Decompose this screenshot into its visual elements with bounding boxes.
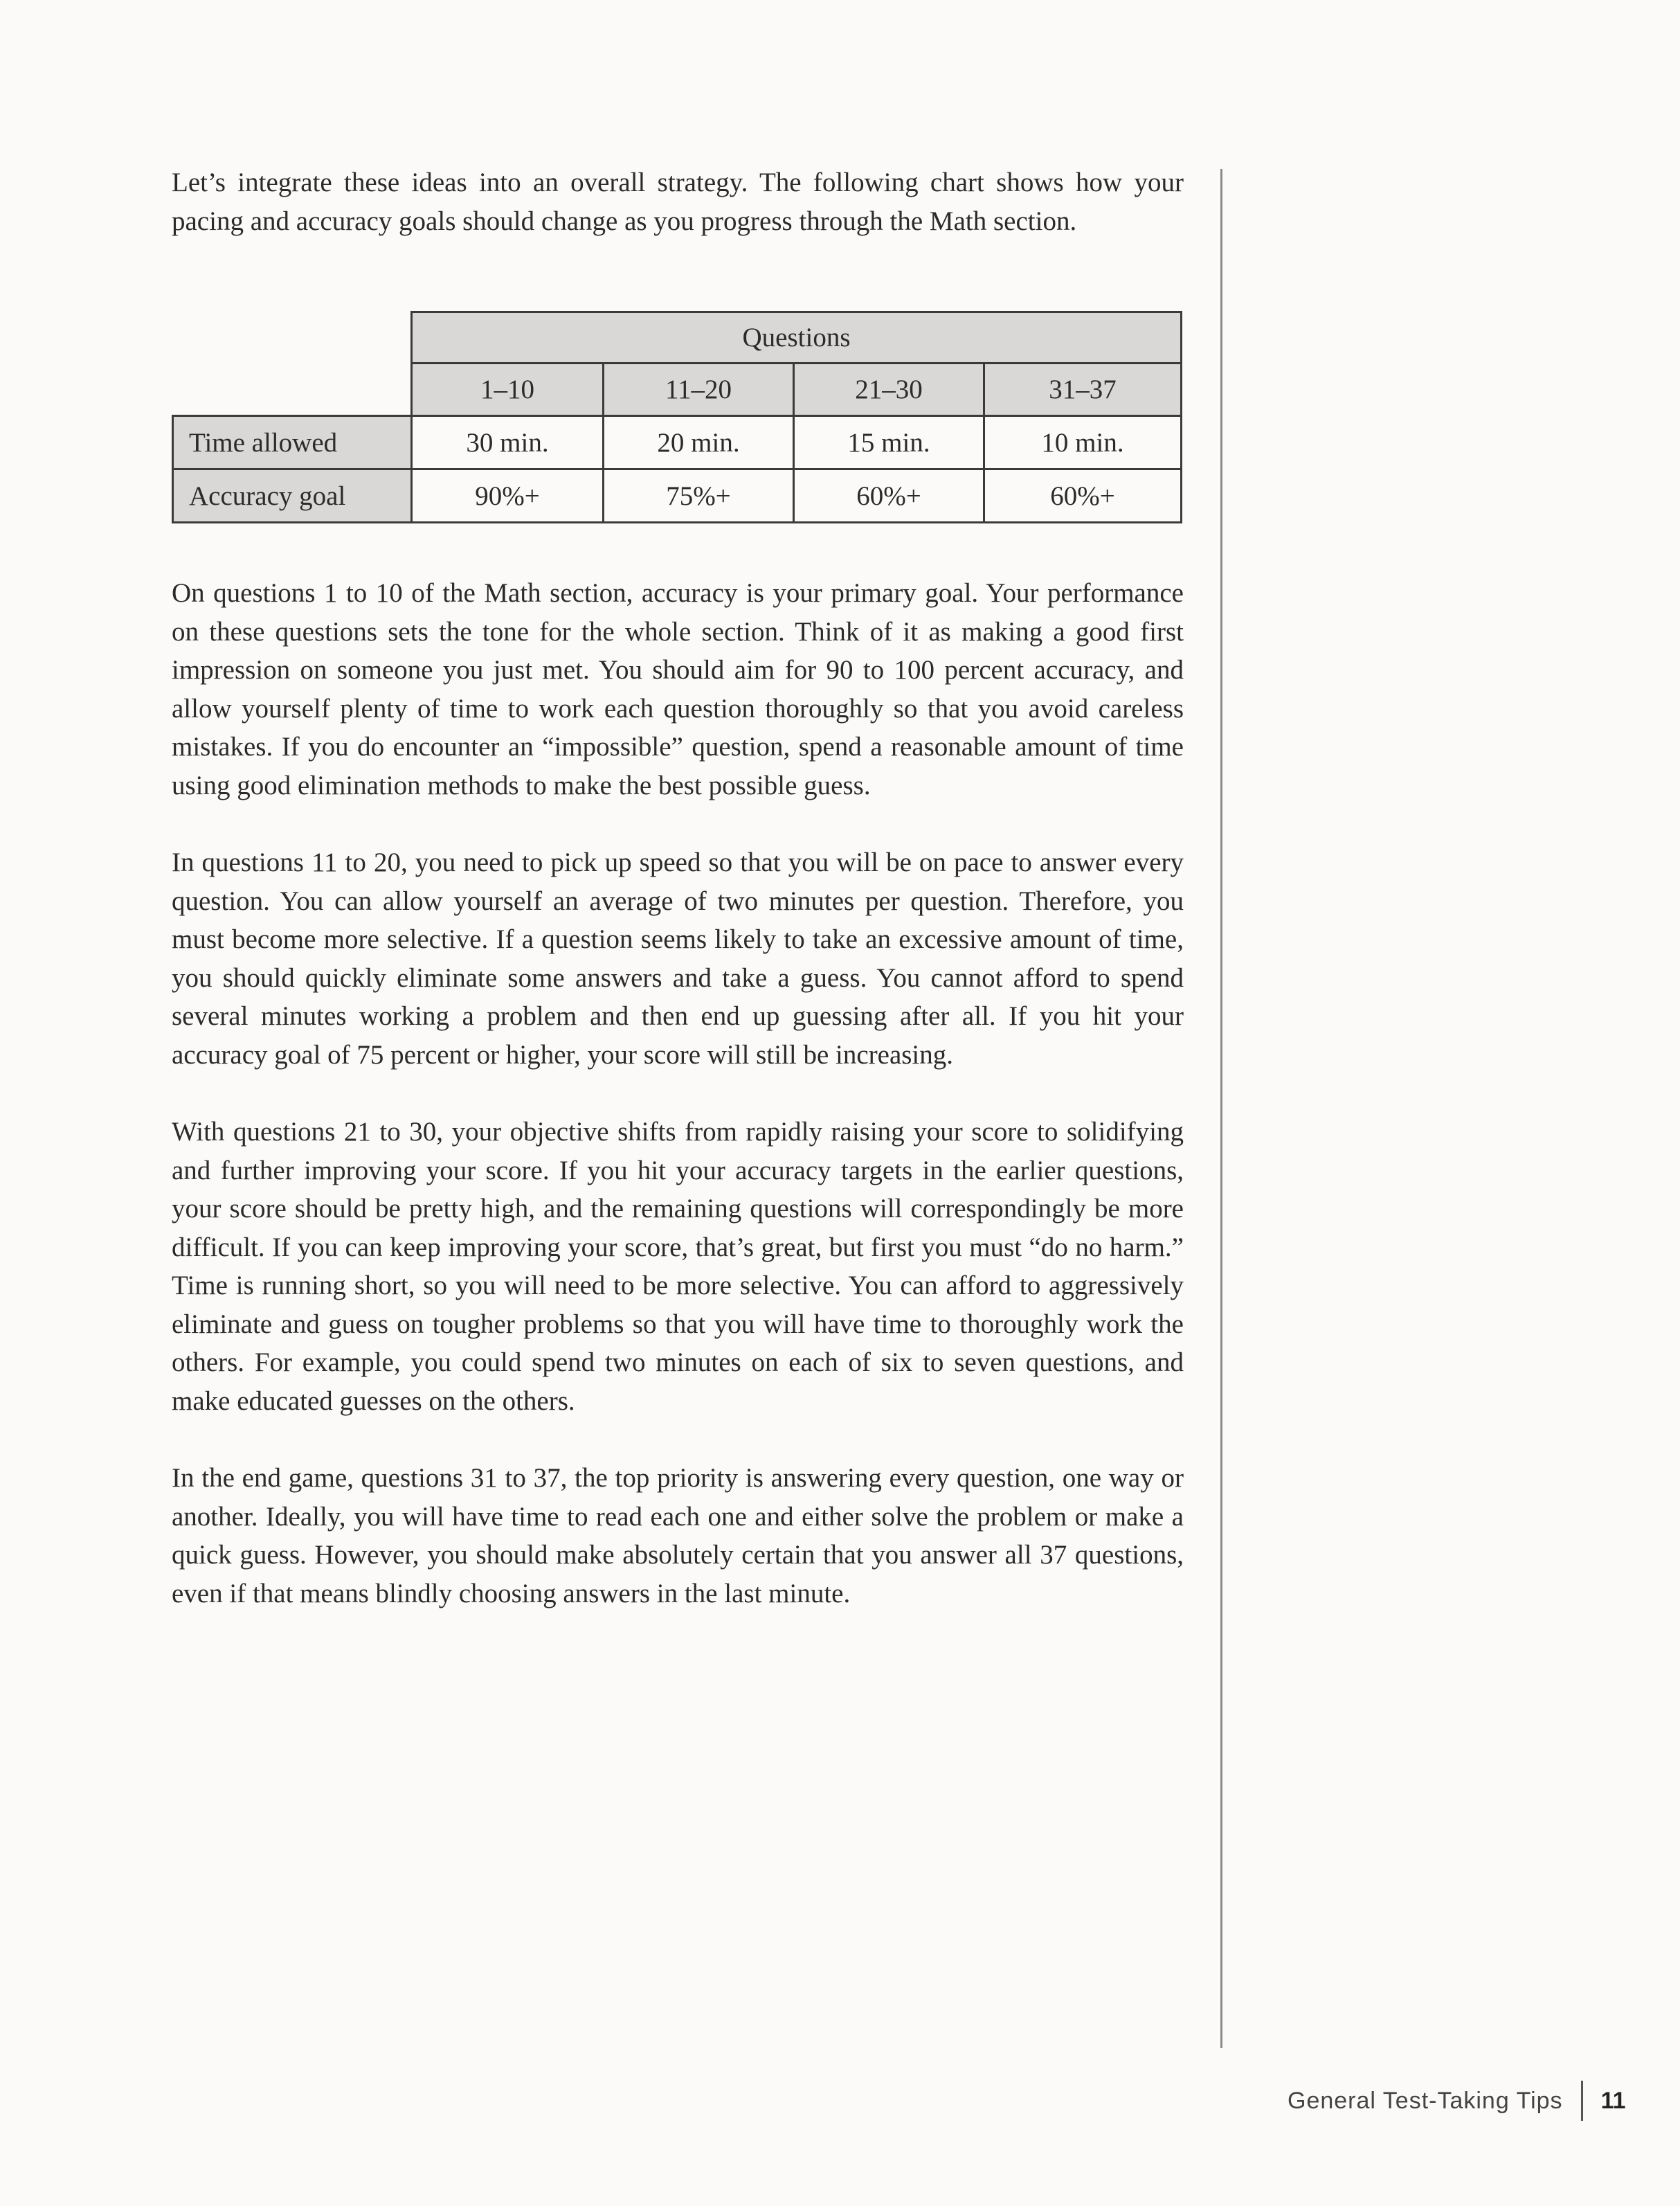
page-footer	[1288, 2081, 1626, 2121]
footer-section-title: General Test-Taking Tips	[1288, 2087, 1563, 2114]
page-number: 11	[1600, 2087, 1626, 2114]
margin-rule	[1220, 169, 1222, 2048]
chart-cell: 15 min.	[793, 415, 985, 470]
body-paragraph: In the end game, questions 31 to 37, the top priority is answering every question, one way or another. Ideally, you will have time to read each one and either solve the problem or make a quick guess. However, you should make absolutely certain that you answer all 37 questions, even if that means blindly choosing answers in the last minute.	[172, 1463, 1184, 1608]
chart-cell: 20 min.	[602, 415, 795, 470]
body-paragraph: With questions 21 to 30, your objective shifts from rapidly raising your score to solidifying and further improving your score. If you hit your accuracy targets in the earlier questions, your score should be pretty high, and the remaining questions will correspondingly be more difficult. If you can keep improving your score, that’s great, but first you must “do no harm.” Time is running short, so you will need to be more selective. You can afford to aggressively eliminate and guess on tougher problems so that you will have time to thoroughly work the others. For example, you could spend two minutes on each of six to seven questions, and make educated guesses on the others.	[172, 1117, 1184, 1416]
chart-cell: 30 min.	[410, 415, 604, 470]
chart-row-label: Accuracy goal	[172, 468, 413, 523]
pacing-chart	[172, 311, 1182, 527]
chart-column-header: 21–30	[793, 362, 985, 417]
chart-cell: 60%+	[983, 468, 1182, 523]
footer-divider	[1581, 2081, 1583, 2121]
chart-column-header: 11–20	[602, 362, 795, 417]
chart-column-header: 1–10	[410, 362, 604, 417]
chart-cell: 10 min.	[983, 415, 1182, 470]
chart-header-questions: Questions	[410, 311, 1182, 364]
body-paragraph: On questions 1 to 10 of the Math section, accuracy is your primary goal. Your performance on these questions sets the tone for the whole section. Think of it as making a good first impression on someone you just met. You should aim for 90 to 100 percent accuracy, and allow yourself plenty of time to work each question thoroughly so that you avoid careless mistakes. If you do encounter an “impossible” question, spend a reasonable amount of time using good elimination methods to make the best possible guess.	[172, 578, 1184, 800]
body-paragraph: In questions 11 to 20, you need to pick up speed so that you will be on pace to answer every question. You can allow yourself an average of two minutes per question. Therefore, you must become more selective. If a question seems likely to take an excessive amount of time, you should quickly eliminate some answers and take a guess. You cannot afford to spend several minutes working a problem and then end up guessing after all. If you hit your accuracy goal of 75 percent or higher, your score will still be increasing.	[172, 848, 1184, 1070]
page-content	[172, 163, 1184, 1613]
chart-cell: 60%+	[793, 468, 985, 523]
intro-paragraph: Let’s integrate these ideas into an overall strategy. The following chart shows how your pacing and accuracy goals should change as you progress through the Math section.	[172, 168, 1184, 236]
chart-row-label: Time allowed	[172, 415, 413, 470]
chart-column-header: 31–37	[983, 362, 1182, 417]
chart-cell: 90%+	[410, 468, 604, 523]
chart-cell: 75%+	[602, 468, 795, 523]
